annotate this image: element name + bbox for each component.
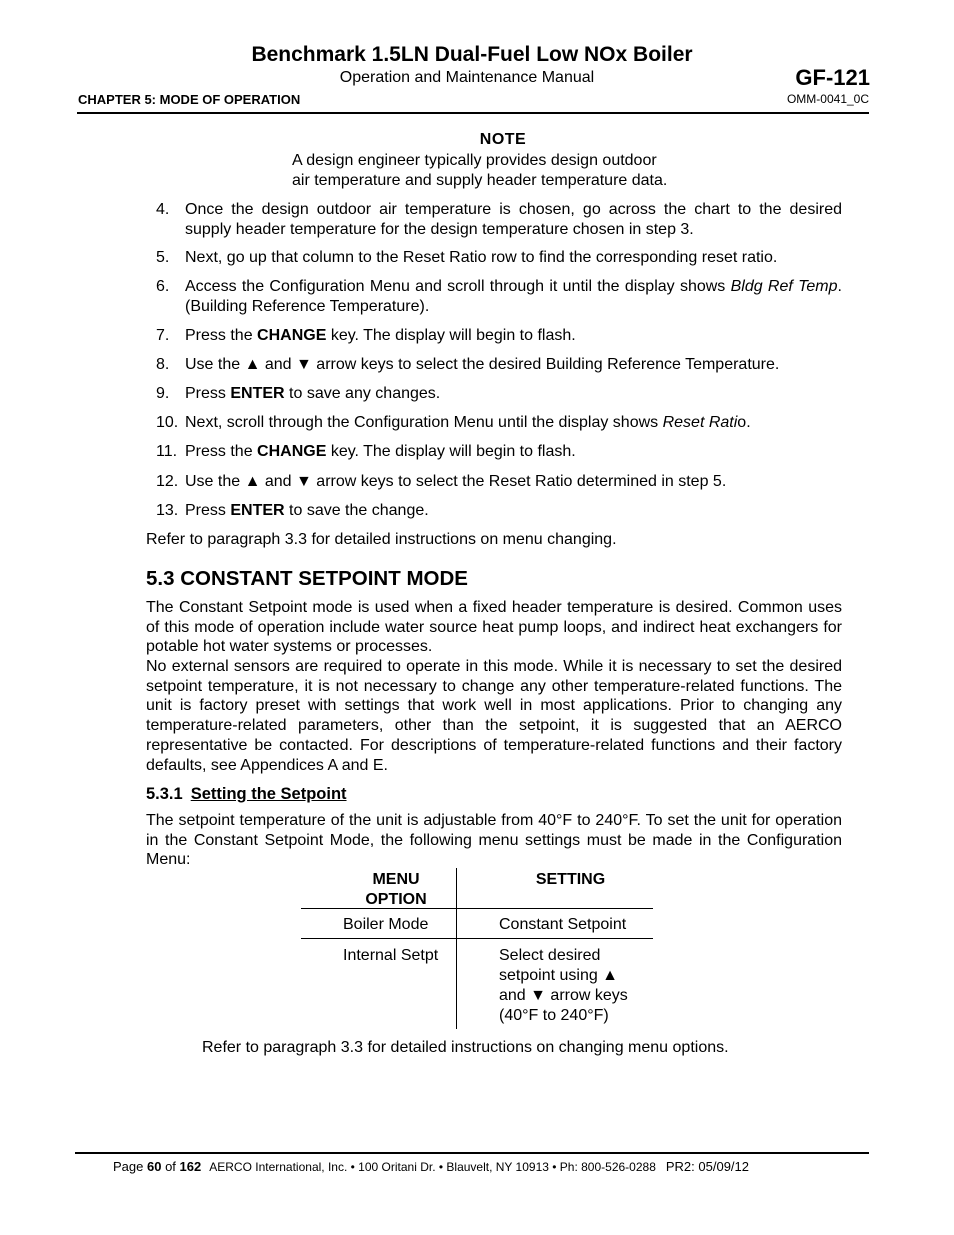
table-cell: Internal Setpt — [343, 947, 439, 964]
list-item — [156, 413, 842, 433]
document-title: Benchmark 1.5LN Dual-Fuel Low NOx Boiler — [251, 43, 693, 66]
step-number: 10. — [156, 414, 179, 431]
list-item — [156, 442, 842, 462]
page-total: 162 — [179, 1159, 202, 1174]
list-item — [156, 326, 842, 346]
key-name: ENTER — [230, 502, 285, 519]
table-cell: Constant Setpoint — [499, 916, 627, 933]
subsection-title: Setting the Setpoint — [190, 785, 347, 803]
page-footer: Page 60 of 162 AERCO International, Inc. • 100 Oritani Dr. • Blauvelt, NY 10913 • Ph: 800-526-0288 PR2: 05/09/12 — [113, 1159, 749, 1174]
step-text: Press the CHANGE key. The display will begin to flash. — [185, 327, 576, 344]
step-text: Use the ▲ and ▼ arrow keys to select the desired Building Reference Temperature. — [185, 356, 780, 373]
list-item — [156, 355, 842, 375]
step-number: 6. — [156, 278, 170, 295]
step-number: 7. — [156, 327, 170, 344]
step-text: Access the Configuration Menu and scroll through it until the display shows Bldg Ref Temp. (Building Reference Temperature). — [185, 278, 842, 315]
subsection-paragraph: The setpoint temperature of the unit is adjustable from 40°F to 240°F. To set the unit for operation in the Constant Setpoint Mode, the following menu settings must be made in the Configuration Menu: — [146, 812, 842, 869]
footer-divider — [75, 1152, 869, 1154]
step-number: 12. — [156, 473, 179, 490]
step-number: 13. — [156, 502, 179, 519]
menu-settings-table — [301, 868, 653, 1029]
step-text: Next, scroll through the Configuration Menu until the display shows Reset Ratio. — [185, 414, 751, 431]
step-text: Once the design outdoor air temperature is chosen, go across the chart to the desired supply header temperature for the design temperature chosen in step 3. — [185, 201, 842, 238]
list-item — [156, 248, 842, 268]
reference-paragraph: Refer to paragraph 3.3 for detailed instructions on menu changing. — [146, 531, 617, 548]
key-name: CHANGE — [257, 327, 327, 344]
note-title: NOTE — [479, 131, 527, 148]
column-header-setting: SETTING — [535, 871, 606, 888]
manual-code: GF-121 — [795, 65, 870, 90]
table-divider — [301, 938, 653, 939]
note-line: air temperature and supply header temperature data. — [292, 172, 668, 189]
column-header-menu-option: MENU OPTION — [365, 871, 427, 908]
header-divider — [77, 112, 869, 114]
company-address: AERCO International, Inc. • 100 Oritani Dr. • Blauvelt, NY 10913 • Ph: 800-526-0288 — [209, 1160, 656, 1174]
table-cell: Select desired setpoint using ▲ and ▼ arrow keys (40°F to 240°F) — [499, 947, 628, 1024]
step-text: Next, go up that column to the Reset Ratio row to find the corresponding reset ratio. — [185, 249, 778, 266]
step-text: Use the ▲ and ▼ arrow keys to select the Reset Ratio determined in step 5. — [185, 473, 727, 490]
key-name: CHANGE — [257, 443, 327, 460]
subsection-number: 5.3.1 — [146, 785, 183, 803]
section-paragraph: The Constant Setpoint mode is used when a fixed header temperature is desired. Common uses of this mode of operation include water source heat pump loops, and indirect heat exchangers for potable hot water systems or processes. — [146, 599, 842, 656]
step-text: Press ENTER to save the change. — [185, 502, 429, 519]
table-cell: Boiler Mode — [343, 916, 429, 933]
list-item — [156, 501, 842, 521]
list-item — [156, 472, 842, 492]
chapter-label: CHAPTER 5: MODE OF OPERATION — [78, 92, 301, 107]
step-number: 4. — [156, 201, 170, 218]
display-text: Bldg Ref Temp — [730, 278, 838, 295]
step-text: Press the CHANGE key. The display will begin to flash. — [185, 443, 576, 460]
display-text: Reset Rati — [662, 414, 738, 431]
step-number: 8. — [156, 356, 170, 373]
step-number: 11. — [156, 443, 178, 460]
section-paragraph: No external sensors are required to operate in this mode. While it is necessary to set the desired setpoint temperature, it is not necessary to change any other temperature-related functions. The unit is factory preset with settings that work well in most applications. Prior to changing any temperature-related parameters, other than the setpoint, it is suggested that an AERCO representative be contacted. For descriptions of temperature-related functions and their factory defaults, see Appendices A and E. — [146, 658, 842, 774]
page-number: 60 — [146, 1159, 162, 1174]
document-number: OMM-0041_0C — [786, 92, 869, 106]
document-subtitle: Operation and Maintenance Manual — [339, 69, 595, 86]
reference-paragraph: Refer to paragraph 3.3 for detailed instructions on changing menu options. — [202, 1039, 729, 1056]
list-item — [156, 384, 842, 404]
list-item — [156, 200, 842, 240]
step-number: 9. — [156, 385, 170, 402]
list-item — [156, 277, 842, 317]
step-number: 5. — [156, 249, 170, 266]
note-line: A design engineer typically provides design outdoor — [292, 152, 657, 169]
step-text: Press ENTER to save any changes. — [185, 385, 441, 402]
key-name: ENTER — [230, 385, 285, 402]
subsection-heading — [146, 785, 347, 804]
revision-label: PR2: 05/09/12 — [665, 1159, 749, 1174]
section-heading: 5.3 CONSTANT SETPOINT MODE — [146, 567, 468, 590]
